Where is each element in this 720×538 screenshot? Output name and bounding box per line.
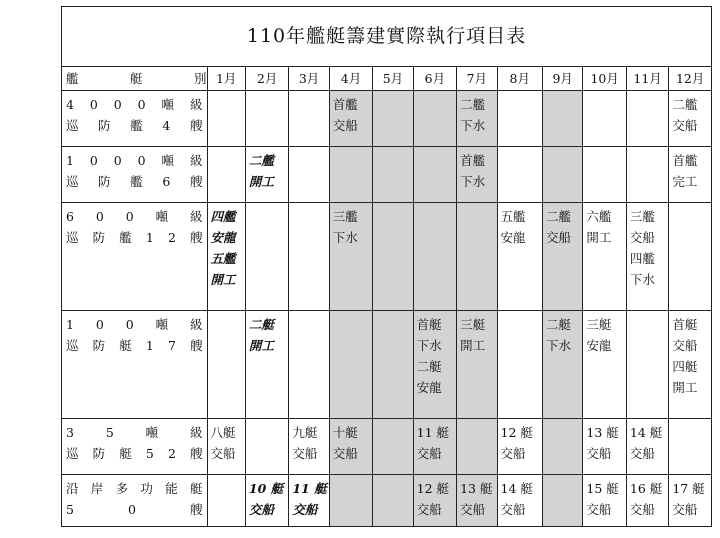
ship-class-char: 噸 <box>155 317 169 332</box>
schedule-cell <box>329 311 372 419</box>
month-header: 11月 <box>626 67 668 91</box>
schedule-cell <box>543 91 583 147</box>
ship-class-char: 5 <box>66 502 74 517</box>
ship-class-char: 2 <box>167 230 176 245</box>
schedule-cell <box>207 475 245 527</box>
schedule-cell: 二艦 交船 <box>669 91 712 147</box>
ship-class-char: 級 <box>190 425 203 440</box>
ship-class-char: 0 <box>89 153 98 168</box>
ship-class-char: 4 <box>66 97 74 112</box>
ship-class-char: 4 <box>162 118 171 133</box>
schedule-cell: 三艦 下水 <box>329 203 372 311</box>
ship-class-char: 0 <box>128 502 136 517</box>
schedule-cell: 三艇 安龍 <box>583 311 626 419</box>
ship-class-char: 防 <box>92 338 106 353</box>
schedule-cell: 八艇 交船 <box>207 419 245 475</box>
schedule-cell <box>543 419 583 475</box>
ship-class-char: 0 <box>89 97 98 112</box>
month-header: 6月 <box>413 67 456 91</box>
schedule-cell <box>373 311 413 419</box>
schedule-cell <box>289 147 329 203</box>
ship-class-char: 岸 <box>90 481 104 496</box>
ship-class-cell <box>62 203 208 311</box>
schedule-cell <box>626 311 668 419</box>
table-row <box>62 311 712 419</box>
ship-class-char: 0 <box>95 209 104 224</box>
schedule-cell <box>373 91 413 147</box>
schedule-cell <box>669 419 712 475</box>
ship-class-char: 7 <box>167 338 176 353</box>
ship-class-char: 能 <box>165 481 178 496</box>
month-header: 4月 <box>329 67 372 91</box>
ship-header-label <box>66 68 207 89</box>
schedule-cell <box>457 203 497 311</box>
ship-class-cell <box>62 91 208 147</box>
ship-class-char: 0 <box>113 97 122 112</box>
month-header: 2月 <box>245 67 288 91</box>
schedule-cell: 17 艇 交船 <box>669 475 712 527</box>
ship-class-char: 多 <box>115 481 129 496</box>
month-header: 12月 <box>669 67 712 91</box>
month-header: 1月 <box>207 67 245 91</box>
ship-class-char: 艇 <box>189 481 203 496</box>
ship-class-char: 1 <box>145 338 154 353</box>
schedule-cell: 首艦 交船 <box>329 91 372 147</box>
ship-class-line <box>66 499 203 520</box>
ship-header-char: 艦 <box>66 71 79 86</box>
schedule-cell <box>289 91 329 147</box>
table-row <box>62 147 712 203</box>
schedule-cell <box>207 91 245 147</box>
ship-class-char: 級 <box>190 209 203 224</box>
ship-class-char: 2 <box>167 446 176 461</box>
table-title: 110年艦艇籌建實際執行項目表 <box>62 7 712 67</box>
table-row <box>62 419 712 475</box>
ship-class-char: 6 <box>66 209 74 224</box>
schedule-cell: 首艇 下水 二艇 安龍 <box>413 311 456 419</box>
schedule-cell: 11 艇 交船 <box>289 475 329 527</box>
schedule-cell: 10 艇 交船 <box>245 475 288 527</box>
ship-class-line <box>66 171 203 192</box>
schedule-cell <box>289 311 329 419</box>
schedule-cell <box>413 203 456 311</box>
ship-class-line <box>66 206 203 227</box>
ship-class-char: 3 <box>66 425 74 440</box>
ship-class-char: 巡 <box>66 174 79 189</box>
execution-table-document <box>61 6 712 527</box>
ship-class-char: 沿 <box>66 481 79 496</box>
ship-class-char: 防 <box>92 230 106 245</box>
schedule-cell <box>669 203 712 311</box>
ship-class-char: 艇 <box>119 446 132 461</box>
schedule-cell: 九艇 交船 <box>289 419 329 475</box>
ship-class-char: 噸 <box>155 209 169 224</box>
ship-class-cell <box>62 475 208 527</box>
schedule-cell <box>373 475 413 527</box>
schedule-cell: 二艦 交船 <box>543 203 583 311</box>
ship-class-line <box>66 314 203 335</box>
ship-class-char: 0 <box>95 317 104 332</box>
schedule-cell <box>626 91 668 147</box>
schedule-cell: 十艇 交船 <box>329 419 372 475</box>
schedule-cell <box>497 311 542 419</box>
table-row <box>62 475 712 527</box>
ship-class-line <box>66 443 203 464</box>
ship-class-cell <box>62 311 208 419</box>
ship-class-char: 巡 <box>66 338 79 353</box>
month-header: 7月 <box>457 67 497 91</box>
schedule-cell <box>245 203 288 311</box>
ship-class-char: 級 <box>189 153 203 168</box>
schedule-cell: 15 艇 交船 <box>583 475 626 527</box>
schedule-cell: 二艇 下水 <box>543 311 583 419</box>
schedule-cell <box>245 91 288 147</box>
schedule-cell <box>329 147 372 203</box>
schedule-cell <box>583 91 626 147</box>
ship-class-line <box>66 227 203 248</box>
ship-class-char: 巡 <box>66 118 79 133</box>
schedule-cell: 二艦 開工 <box>245 147 288 203</box>
schedule-cell <box>543 147 583 203</box>
schedule-cell <box>543 475 583 527</box>
ship-class-char: 巡 <box>66 230 79 245</box>
schedule-cell: 三艦 交船 四艦 下水 <box>626 203 668 311</box>
ship-class-char: 艇 <box>119 338 132 353</box>
schedule-cell <box>245 419 288 475</box>
schedule-cell: 五艦 安龍 <box>497 203 542 311</box>
table-row <box>62 91 712 147</box>
schedule-cell <box>583 147 626 203</box>
schedule-cell: 11 艇 交船 <box>413 419 456 475</box>
ship-class-char: 噸 <box>161 97 175 112</box>
schedule-cell: 12 艇 交船 <box>497 419 542 475</box>
schedule-cell <box>497 91 542 147</box>
table-body <box>62 91 712 527</box>
ship-class-char: 防 <box>92 446 106 461</box>
schedule-cell <box>457 419 497 475</box>
ship-class-char: 0 <box>137 153 146 168</box>
ship-class-line <box>66 94 203 115</box>
ship-class-char: 巡 <box>66 446 79 461</box>
ship-class-char: 5 <box>105 425 114 440</box>
schedule-cell <box>289 203 329 311</box>
schedule-cell: 13 艇 交船 <box>583 419 626 475</box>
header-row <box>62 67 712 91</box>
ship-class-char: 防 <box>98 174 111 189</box>
ship-header-char: 別 <box>194 71 207 86</box>
schedule-cell <box>626 147 668 203</box>
month-header: 9月 <box>543 67 583 91</box>
ship-class-char: 級 <box>189 97 203 112</box>
ship-class-char: 級 <box>190 317 203 332</box>
schedule-cell: 13 艇 交船 <box>457 475 497 527</box>
execution-table <box>61 6 712 527</box>
ship-header-char: 艇 <box>130 71 143 86</box>
ship-class-char: 艘 <box>190 338 203 353</box>
schedule-cell: 14 艇 交船 <box>497 475 542 527</box>
schedule-cell <box>373 419 413 475</box>
ship-class-line <box>66 478 203 499</box>
month-header: 5月 <box>373 67 413 91</box>
ship-class-char: 功 <box>140 481 153 496</box>
schedule-cell <box>413 147 456 203</box>
schedule-cell: 16 艇 交船 <box>626 475 668 527</box>
schedule-cell <box>413 91 456 147</box>
schedule-cell: 二艦 下水 <box>457 91 497 147</box>
schedule-cell: 六艦 開工 <box>583 203 626 311</box>
month-header: 3月 <box>289 67 329 91</box>
schedule-cell: 三艇 開工 <box>457 311 497 419</box>
ship-column-header <box>62 67 208 91</box>
ship-class-char: 1 <box>66 153 74 168</box>
ship-class-char: 噸 <box>145 425 159 440</box>
schedule-cell <box>207 311 245 419</box>
ship-class-line <box>66 150 203 171</box>
ship-class-line <box>66 335 203 356</box>
ship-class-line <box>66 115 203 136</box>
ship-class-char: 艦 <box>119 230 132 245</box>
table-row <box>62 203 712 311</box>
schedule-cell: 首艇 交船 四艇 開工 <box>669 311 712 419</box>
schedule-cell: 首艦 下水 <box>457 147 497 203</box>
ship-class-char: 1 <box>145 230 154 245</box>
schedule-cell: 14 艇 交船 <box>626 419 668 475</box>
ship-class-char: 艘 <box>190 446 203 461</box>
schedule-cell <box>207 147 245 203</box>
ship-class-char: 艦 <box>130 118 143 133</box>
ship-class-char: 5 <box>145 446 154 461</box>
ship-class-char: 0 <box>125 317 134 332</box>
ship-class-cell <box>62 419 208 475</box>
ship-class-char: 1 <box>66 317 74 332</box>
ship-class-char: 0 <box>113 153 122 168</box>
schedule-cell: 首艦 完工 <box>669 147 712 203</box>
ship-class-char: 噸 <box>161 153 175 168</box>
ship-class-char: 6 <box>162 174 171 189</box>
ship-class-char: 艦 <box>130 174 143 189</box>
ship-class-char: 0 <box>125 209 134 224</box>
schedule-cell <box>373 147 413 203</box>
ship-class-char: 防 <box>98 118 111 133</box>
ship-class-char: 艘 <box>190 118 203 133</box>
ship-class-char: 艘 <box>190 174 203 189</box>
ship-class-char: 艘 <box>190 502 203 517</box>
ship-class-line <box>66 422 203 443</box>
month-header: 8月 <box>497 67 542 91</box>
schedule-cell: 四艦 安龍 五艦 開工 <box>207 203 245 311</box>
schedule-cell: 二艇 開工 <box>245 311 288 419</box>
ship-class-char: 艘 <box>190 230 203 245</box>
schedule-cell <box>329 475 372 527</box>
schedule-cell: 12 艇 交船 <box>413 475 456 527</box>
ship-class-char: 0 <box>137 97 146 112</box>
month-header: 10月 <box>583 67 626 91</box>
schedule-cell <box>497 147 542 203</box>
schedule-cell <box>373 203 413 311</box>
ship-class-cell <box>62 147 208 203</box>
